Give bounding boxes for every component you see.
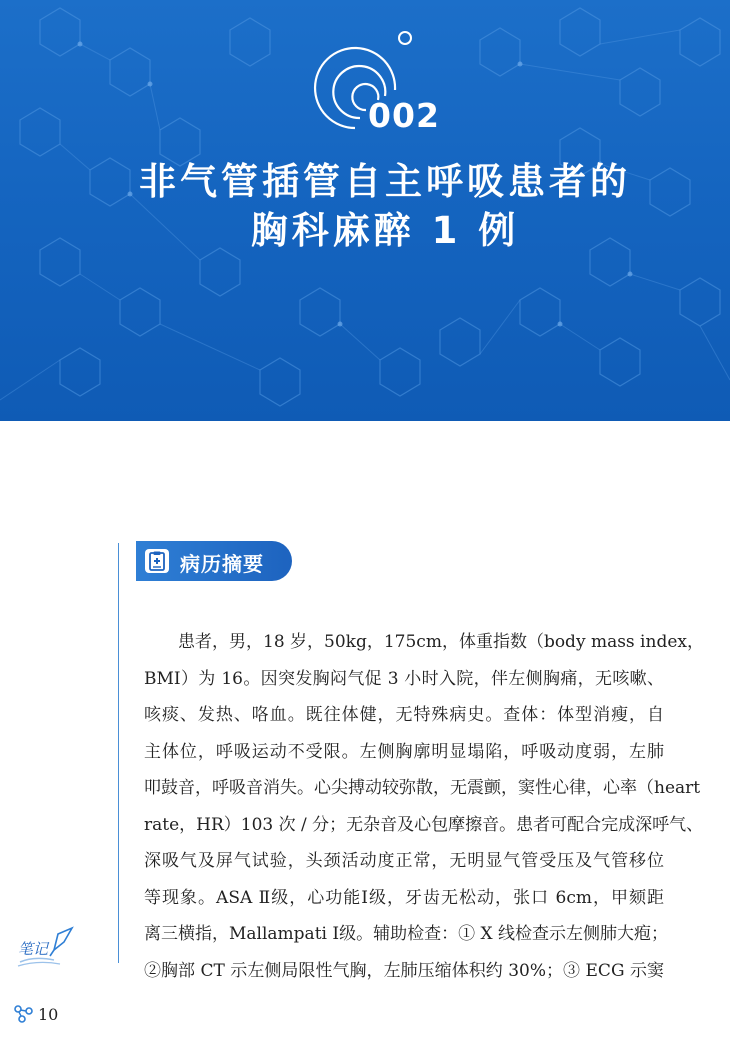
text-line: 患者，男，18 岁，50kg，175cm，体重指数（body mass index， — [178, 632, 704, 652]
section-title: 病历摘要 — [180, 552, 264, 576]
text-line: rate，HR）103 次 / 分；无杂音及心包摩擦音。患者可配合完成深呼气、 — [144, 814, 704, 835]
chapter-title-line-1: 非气管插管自主呼吸患者的 — [139, 160, 631, 203]
text-line: ②胸部 CT 示左侧局限性气胸，左肺压缩体积约 30%；③ ECG 示窦 — [144, 960, 664, 981]
text-line: BMI）为 16。因突发胸闷气促 3 小时入院，伴左侧胸痛，无咳嗽、 — [144, 668, 664, 689]
page-footer — [14, 1003, 58, 1025]
text-line: 深吸气及屏气试验，头颈活动度正常，无明显气管受压及气管移位 — [144, 851, 664, 871]
margin-rule — [118, 543, 119, 963]
text-line: 离三横指，Mallampati Ⅰ级。辅助检查：① X 线检查示左侧肺大疱； — [144, 924, 668, 944]
section-heading-tab — [136, 541, 292, 581]
chapter-title-line-2: 胸科麻醉 1 例 — [250, 209, 520, 252]
clipboard-icon — [144, 548, 170, 574]
case-summary-paragraph — [144, 624, 704, 989]
pen-notes-icon — [14, 926, 76, 968]
text-line: 咳痰、发热、咯血。既往体健，无特殊病史。查体：体型消瘦，自 — [144, 705, 664, 725]
molecule-icon — [14, 1005, 34, 1023]
text-line: 叩鼓音，呼吸音消失。心尖搏动较弥散，无震颤，窦性心律，心率（heart — [144, 778, 701, 798]
header-banner — [0, 0, 730, 421]
text-line: 主体位，呼吸运动不受限。左侧胸廓明显塌陷，呼吸动度弱，左肺 — [144, 741, 664, 762]
text-line: 等现象。ASA Ⅱ级，心功能Ⅰ级，牙齿无松动，张口 6cm，甲颏距 — [144, 887, 664, 908]
chapter-number: 002 — [368, 96, 440, 135]
page-number: 10 — [38, 1004, 59, 1024]
notes-label: 笔记 — [18, 940, 49, 958]
